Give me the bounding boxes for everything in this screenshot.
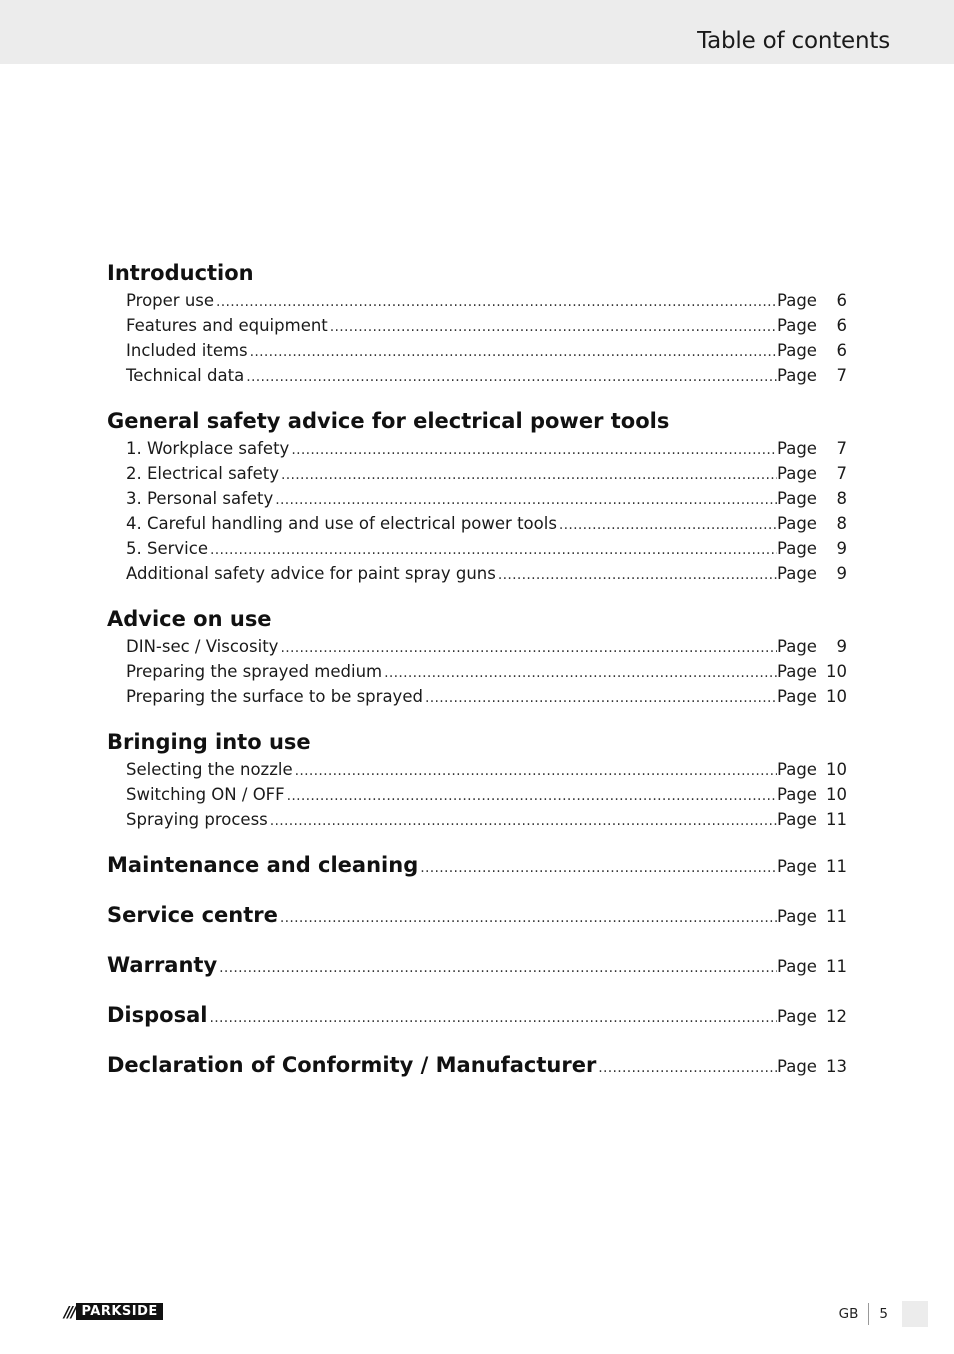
entry-page-ref — [777, 807, 847, 832]
entry-page-ref — [777, 757, 847, 782]
table-of-contents — [107, 258, 847, 1100]
page-word: Page — [777, 464, 817, 483]
entry-page-ref — [777, 461, 847, 486]
entry-label: Proper use — [126, 291, 215, 310]
toc-heading-entry[interactable] — [107, 950, 847, 980]
dot-leader — [559, 511, 777, 538]
entry-page-ref — [777, 288, 847, 313]
dot-leader — [330, 313, 777, 340]
entry-label: Additional safety advice for paint spray guns — [126, 564, 496, 583]
page-number-ref: 11 — [826, 810, 847, 829]
dot-leader — [287, 782, 777, 809]
dot-leader — [210, 536, 777, 563]
entry-label: Included items — [126, 341, 248, 360]
page-word: Page — [777, 366, 817, 385]
entry-label: Technical data — [126, 366, 245, 385]
page-word: Page — [777, 1007, 817, 1026]
page-number-ref: 10 — [826, 687, 847, 706]
entry-page-ref — [777, 1002, 847, 1032]
page-number: 5 — [879, 1306, 888, 1322]
toc-entry[interactable] — [107, 288, 847, 313]
entry-page-ref — [777, 436, 847, 461]
page-word: Page — [777, 662, 817, 681]
toc-sections — [107, 258, 847, 832]
entry-page-ref — [777, 634, 847, 659]
entry-label: Spraying process — [126, 810, 268, 829]
toc-section — [107, 604, 847, 709]
brand-logo — [64, 1303, 163, 1320]
dot-leader — [281, 461, 777, 488]
dot-leader — [275, 486, 777, 513]
toc-section — [107, 258, 847, 388]
entry-label: DIN-sec / Viscosity — [126, 637, 279, 656]
dot-leader — [420, 852, 777, 883]
toc-entry[interactable] — [107, 338, 847, 363]
toc-entry[interactable] — [107, 684, 847, 709]
page-number-ref: 11 — [826, 957, 847, 976]
entry-label: 2. Electrical safety — [126, 464, 279, 483]
page-number-ref: 10 — [826, 662, 847, 681]
page-number-ref: 12 — [826, 1007, 847, 1026]
toc-heading-entries — [107, 850, 847, 1080]
dot-leader — [280, 902, 777, 933]
page-number-ref: 11 — [826, 857, 847, 876]
section-heading: Advice on use — [107, 607, 272, 631]
footer-tab-marker — [902, 1301, 928, 1327]
dot-leader — [291, 436, 777, 463]
section-heading: Bringing into use — [107, 730, 311, 754]
toc-entry[interactable] — [107, 436, 847, 461]
page-word: Page — [777, 514, 817, 533]
toc-heading-entry[interactable] — [107, 1050, 847, 1080]
page-number-ref: 7 — [836, 366, 847, 385]
page-word: Page — [777, 907, 817, 926]
entry-page-ref — [777, 313, 847, 338]
entry-label: Features and equipment — [126, 316, 328, 335]
dot-leader — [216, 288, 777, 315]
toc-heading-entry[interactable] — [107, 1000, 847, 1030]
page-word: Page — [777, 760, 817, 779]
entry-label: Switching ON / OFF — [126, 785, 285, 804]
language-code: GB — [838, 1306, 859, 1322]
page-word: Page — [777, 637, 817, 656]
page-word: Page — [777, 687, 817, 706]
toc-section — [107, 406, 847, 586]
page-number-ref: 9 — [836, 637, 847, 656]
heading-entry-label: Warranty — [107, 953, 218, 977]
heading-entry-label: Declaration of Conformity / Manufacturer — [107, 1053, 597, 1077]
dot-leader — [295, 757, 777, 784]
page-word: Page — [777, 1057, 817, 1076]
page-word: Page — [777, 539, 817, 558]
toc-entry[interactable] — [107, 782, 847, 807]
heading-entry-label: Maintenance and cleaning — [107, 853, 419, 877]
page-number-ref: 6 — [836, 316, 847, 335]
page-number-ref: 11 — [826, 907, 847, 926]
toc-entry[interactable] — [107, 757, 847, 782]
entry-label: 1. Workplace safety — [126, 439, 290, 458]
heading-entry-label: Disposal — [107, 1003, 208, 1027]
page-number-ref: 9 — [836, 564, 847, 583]
dot-leader — [384, 659, 777, 686]
page-word: Page — [777, 857, 817, 876]
entry-page-ref — [777, 952, 847, 982]
entry-label: Preparing the sprayed medium — [126, 662, 383, 681]
page-number-ref: 6 — [836, 341, 847, 360]
page-title: Table of contents — [697, 28, 890, 54]
entry-label: 5. Service — [126, 539, 208, 558]
entry-label: Selecting the nozzle — [126, 760, 293, 779]
page-number-ref: 7 — [836, 464, 847, 483]
toc-entry[interactable] — [107, 313, 847, 338]
page-number-ref: 13 — [826, 1057, 847, 1076]
toc-entry[interactable] — [107, 486, 847, 511]
heading-entry-label: Service centre — [107, 903, 278, 927]
page-word: Page — [777, 489, 817, 508]
dot-leader — [219, 952, 777, 983]
entry-page-ref — [777, 1052, 847, 1082]
logo-wordmark: PARKSIDE — [76, 1303, 162, 1320]
dot-leader — [209, 1002, 777, 1033]
page-word: Page — [777, 785, 817, 804]
toc-entry[interactable] — [107, 536, 847, 561]
dot-leader — [598, 1052, 777, 1083]
section-heading: General safety advice for electrical power tools — [107, 409, 670, 433]
page-word: Page — [777, 341, 817, 360]
page-number-ref: 8 — [836, 514, 847, 533]
toc-entry[interactable] — [107, 807, 847, 832]
entry-page-ref — [777, 684, 847, 709]
entry-page-ref — [777, 511, 847, 536]
entry-page-ref — [777, 561, 847, 586]
dot-leader — [498, 561, 777, 588]
toc-entry[interactable] — [107, 659, 847, 684]
page-word: Page — [777, 316, 817, 335]
entry-label: 4. Careful handling and use of electrical power tools — [126, 514, 557, 533]
entry-page-ref — [777, 902, 847, 932]
toc-entry[interactable] — [107, 461, 847, 486]
page-word: Page — [777, 810, 817, 829]
dot-leader — [280, 634, 777, 661]
entry-page-ref — [777, 338, 847, 363]
toc-entry[interactable] — [107, 561, 847, 586]
toc-entry[interactable] — [107, 634, 847, 659]
page-number-ref: 8 — [836, 489, 847, 508]
entry-page-ref — [777, 852, 847, 882]
entry-page-ref — [777, 659, 847, 684]
entry-label: 3. Personal safety — [126, 489, 274, 508]
page-word: Page — [777, 439, 817, 458]
page-number-ref: 6 — [836, 291, 847, 310]
entry-page-ref — [777, 486, 847, 511]
dot-leader — [270, 807, 777, 834]
page-word: Page — [777, 291, 817, 310]
entry-page-ref — [777, 363, 847, 388]
page-number-ref: 7 — [836, 439, 847, 458]
section-heading: Introduction — [107, 261, 254, 285]
dot-leader — [425, 684, 777, 711]
page-word: Page — [777, 564, 817, 583]
entry-label: Preparing the surface to be sprayed — [126, 687, 423, 706]
toc-section — [107, 727, 847, 832]
entry-page-ref — [777, 782, 847, 807]
dot-leader — [250, 338, 777, 365]
page-footer — [839, 1301, 928, 1327]
page-word: Page — [777, 957, 817, 976]
footer-divider — [868, 1303, 869, 1325]
toc-entry[interactable] — [107, 511, 847, 536]
toc-entry[interactable] — [107, 363, 847, 388]
page-number-ref: 10 — [826, 760, 847, 779]
page-number-ref: 9 — [836, 539, 847, 558]
toc-heading-entry[interactable] — [107, 900, 847, 930]
entry-page-ref — [777, 536, 847, 561]
dot-leader — [246, 363, 777, 390]
logo-slashes: /// — [64, 1302, 75, 1321]
page-number-ref: 10 — [826, 785, 847, 804]
toc-heading-entry[interactable] — [107, 850, 847, 880]
